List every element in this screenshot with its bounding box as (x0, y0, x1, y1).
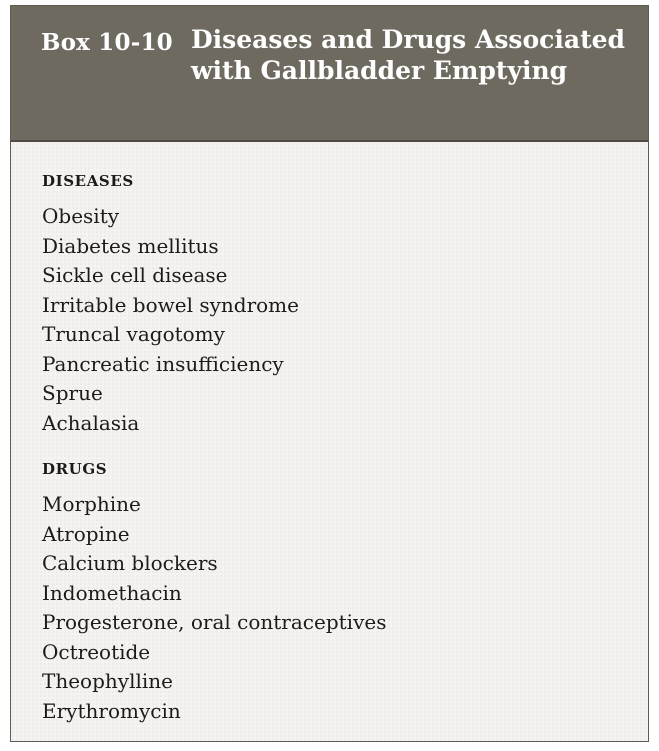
disease-item: Diabetes mellitus (42, 233, 219, 258)
drug-item: Morphine (42, 492, 141, 516)
disease-item: Obesity (42, 204, 120, 228)
box-content (42, 172, 386, 727)
disease-item: Pancreatic insufficiency (42, 351, 284, 376)
diseases-heading: DISEASES (42, 172, 134, 190)
box-title: Diseases and Drugs Associated with Gallbladder Emptying (191, 25, 626, 85)
info-box (10, 5, 649, 742)
drug-item: Erythromycin (42, 698, 181, 723)
drug-item: Calcium blockers (42, 551, 218, 575)
box-number: Box 10-10 (41, 29, 173, 56)
disease-item: Truncal vagotomy (42, 322, 225, 346)
disease-item: Sickle cell disease (42, 263, 228, 287)
disease-item: Irritable bowel syndrome (42, 292, 299, 317)
diseases-section (42, 172, 386, 439)
drug-item: Theophylline (42, 669, 173, 693)
drugs-section (42, 460, 386, 727)
drug-item: Indomethacin (42, 580, 182, 605)
diseases-list (42, 203, 386, 439)
disease-item: Sprue (42, 381, 103, 405)
box-header (11, 6, 648, 142)
disease-item: Achalasia (42, 410, 140, 435)
drug-item: Octreotide (42, 639, 151, 664)
drugs-list (42, 491, 386, 727)
drugs-heading: DRUGS (42, 460, 108, 478)
drug-item: Atropine (42, 521, 130, 546)
drug-item: Progesterone, oral contraceptives (42, 610, 387, 634)
